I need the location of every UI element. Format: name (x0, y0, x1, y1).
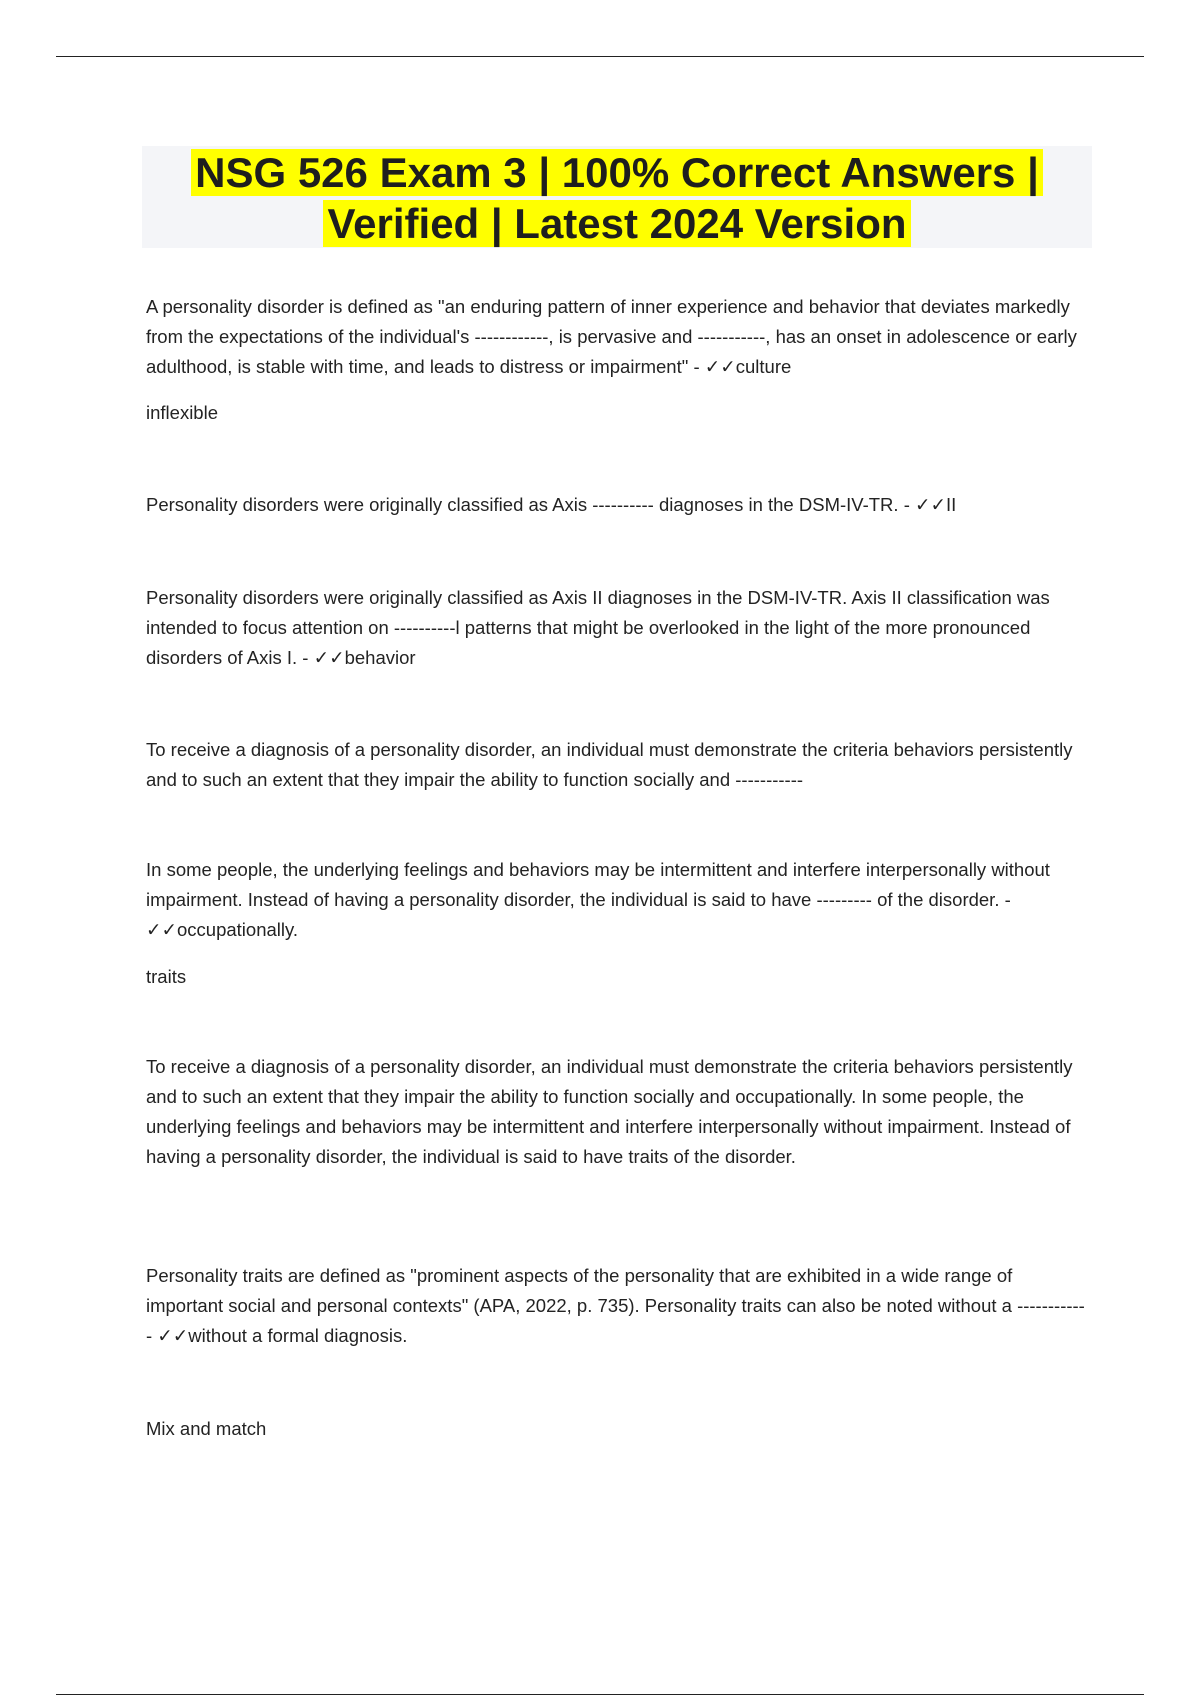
question-4: To receive a diagnosis of a personality disorder, an individual must demonstrate the criteria behaviors persistently and to such an extent that they impair the ability to function socially and ----------- (146, 739, 1073, 790)
question-6: To receive a diagnosis of a personality disorder, an individual must demonstrate the criteria behaviors persistently and to such an extent that they impair the ability to function socially and occupationally. In some people, the underlying feelings and behaviors may be intermittent and interfere interpersonally without impairment. Instead of having a personality disorder, the individual is said to have traits of the disorder. (146, 1056, 1073, 1167)
answer-5: traits (146, 966, 187, 987)
question-8: Mix and match (146, 1418, 267, 1439)
question-7: Personality traits are defined as "prominent aspects of the personality that are exhibited in a wide range of important social and personal contexts" (APA, 2022, p. 735). Personality traits can also be noted without a ----------- - ✓✓without a formal diagnosis. (146, 1265, 1085, 1346)
top-divider (56, 56, 1144, 57)
question-2: Personality disorders were originally classified as Axis ---------- diagnoses in the DSM-IV-TR. - ✓✓II (146, 494, 957, 515)
question-1: A personality disorder is defined as "an enduring pattern of inner experience and behavior that deviates markedly from the expectations of the individual's ------------, is pervasive and -----------, has an onset in adolescence or early adulthood, is stable with time, and leads to distress or impairment" - ✓✓culture (146, 296, 1077, 377)
answer-1: inflexible (146, 402, 218, 423)
title-highlight: NSG 526 Exam 3 | 100% Correct Answers | Verified | Latest 2024 Version (191, 149, 1043, 247)
bottom-divider (56, 1694, 1144, 1695)
title-banner (142, 146, 1092, 248)
question-3: Personality disorders were originally classified as Axis II diagnoses in the DSM-IV-TR. Axis II classification was intended to focus attention on ----------l patterns that might be overlooked in the light of the more pronounced disorders of Axis I. - ✓✓behavior (146, 587, 1050, 668)
page-title (142, 146, 1092, 249)
question-5: In some people, the underlying feelings and behaviors may be intermittent and interfere interpersonally without impairment. Instead of having a personality disorder, the individual is said to have --------- of the disorder. - ✓✓occupationally. (146, 859, 1050, 940)
